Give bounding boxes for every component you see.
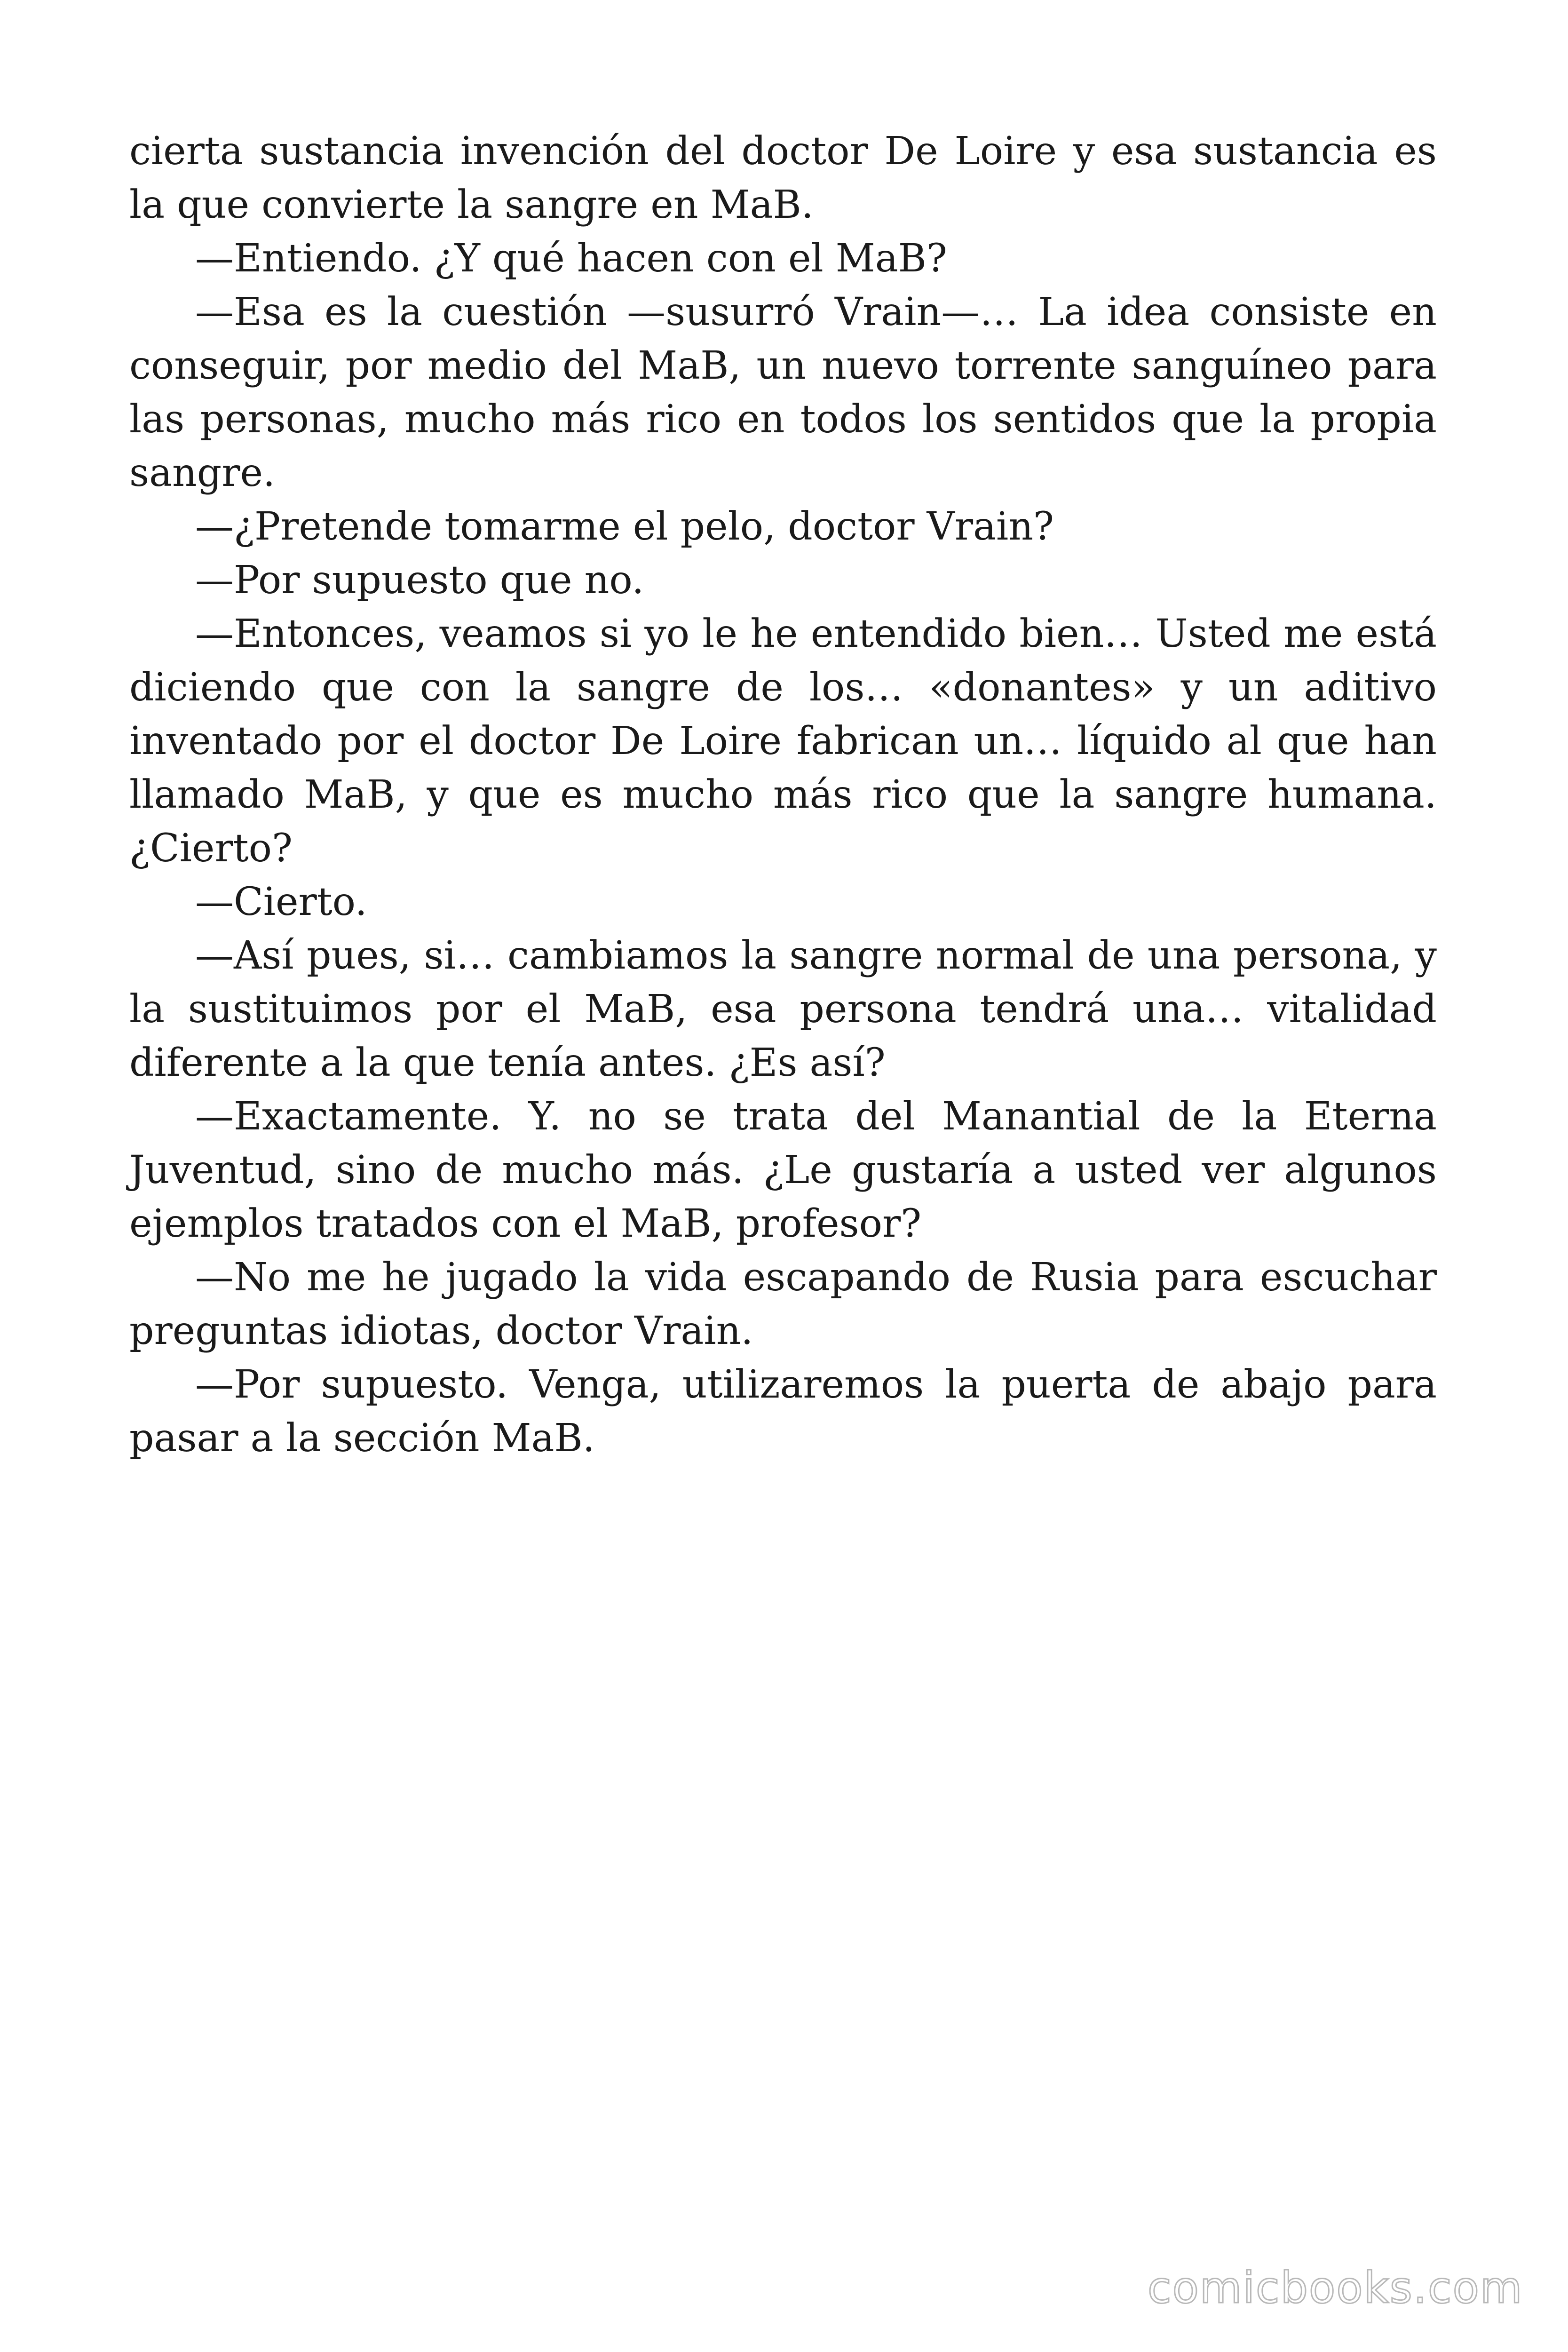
paragraph: —Entiendo. ¿Y qué hacen con el MaB? — [195, 236, 947, 281]
paragraph: —No me he jugado la vida escapando de Rusia para escuchar preguntas idiotas, doctor Vrain. — [129, 1255, 1437, 1353]
paragraph: —Cierto. — [195, 880, 367, 924]
paragraph: —Esa es la cuestión —susurró Vrain—… La idea consiste en conseguir, por medio del MaB, un nuevo torrente sanguíneo para las personas, mucho más rico en todos los sentidos que la propia sangre. — [129, 290, 1437, 495]
paragraph: —Exactamente. Y. no se trata del Manantial de la Eterna Juventud, sino de mucho más. ¿Le gustaría a usted ver algunos ejemplos tratados con el MaB, profesor? — [129, 1094, 1437, 1246]
watermark: comicbooks.com — [1148, 2263, 1523, 2313]
paragraph: cierta sustancia invención del doctor De Loire y esa sustancia es la que convierte la sangre en MaB. — [129, 129, 1437, 227]
paragraph: —Por supuesto. Venga, utilizaremos la puerta de abajo para pasar a la sección MaB. — [129, 1362, 1437, 1461]
paragraph: —Entonces, veamos si yo le he entendido bien… Usted me está diciendo que con la sangre de los… «donantes» y un aditivo inventado por el doctor De Loire fabrican un… líquido al que han llamado MaB, y que es mucho más rico que la sangre humana. ¿Cierto? — [129, 612, 1437, 871]
page-body — [129, 125, 1437, 1465]
paragraph: —¿Pretende tomarme el pelo, doctor Vrain? — [195, 504, 1054, 549]
paragraph: —Por supuesto que no. — [195, 558, 644, 603]
paragraph: —Así pues, si… cambiamos la sangre normal de una persona, y la sustituimos por el MaB, esa persona tendrá una… vitalidad diferente a la que tenía antes. ¿Es así? — [129, 933, 1437, 1085]
